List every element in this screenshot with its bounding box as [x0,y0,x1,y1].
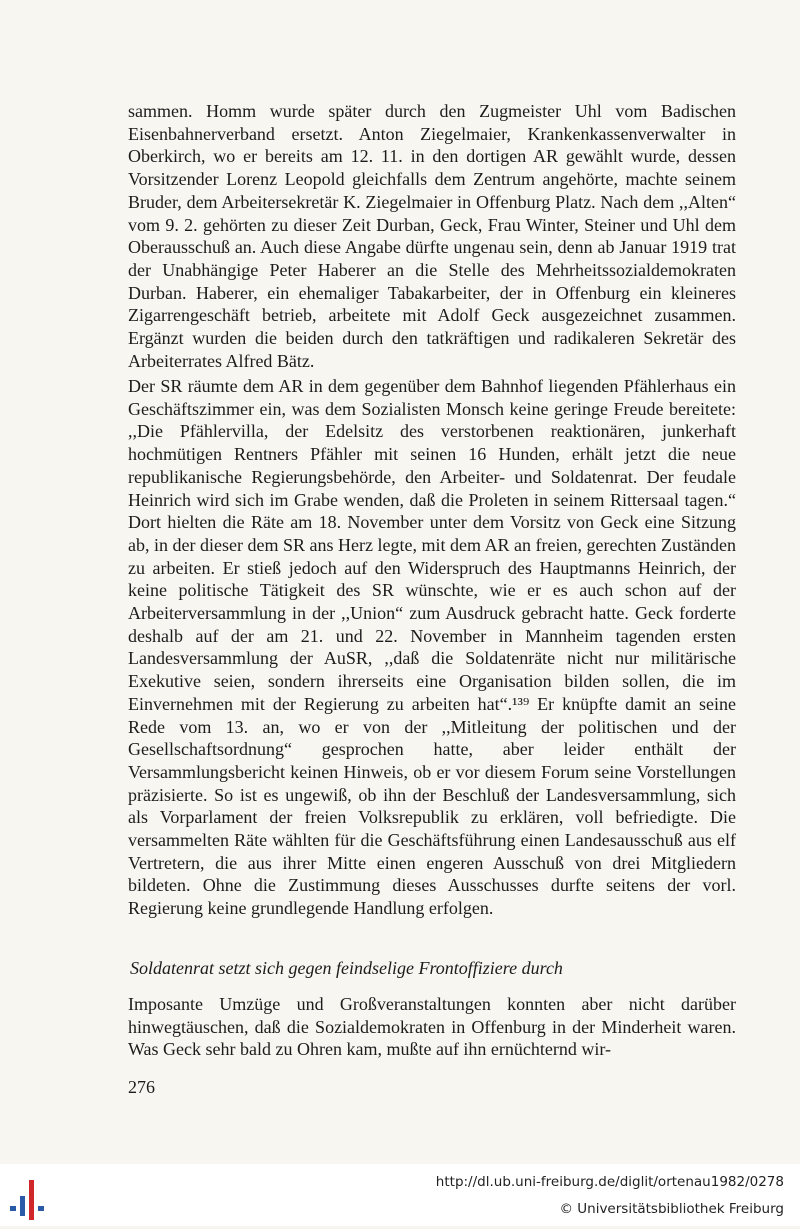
library-logo-icon [8,1176,48,1224]
section-heading: Soldatenrat setzt sich gegen feindselige Frontoffiziere durch [130,958,563,978]
body-paragraph-2: Der SR räumte dem AR in dem gegenüber dem Bahnhof liegenden Pfählerhaus ein Geschäftszimmer ein, was dem Sozialisten Monsch keine geringe Freude bereitete: ,,Die Pfählervilla, der Edelsitz des verstorbenen reaktionären, junkerhaft hochmütigen Rentners Pfähler mit seinen 16 Hunden, erhält jetzt die neue republikanische Regierungsbehörde, den Arbeiter- und Soldatenrat. Der feudale Heinrich wird sich im Grabe wenden, daß die Proleten in seinem Rittersaal tagen.“ Dort hielten die Räte am 18. November unter dem Vorsitz von Geck eine Sitzung ab, in der dieser dem SR ans Herz legte, mit dem AR an freien, gerechten Zuständen zu arbeiten. Er stieß jedoch auf den Widerspruch des Hauptmanns Heinrich, der keine politische Tätigkeit des SR wünschte, wie er es auch schon auf der Arbeiterversammlung in der ,,Union“ zum Ausdruck gebracht hatte. Geck forderte deshalb auf der am 21. und 22. November in Mannheim tagenden ersten Landesversammlung der AuSR, ,,daß die Soldatenräte nicht nur militärische Exekutive seien, sondern ihrerseits eine Organisation bilden sollen, die im Einvernehmen mit der Regierung zu arbeiten hat“.¹³⁹ Er knüpfte damit an seine Rede vom 13. an, wo er von der ,,Mitleitung der politischen und der Gesellschaftsordnung“ gesprochen hatte, aber leider enthält der Versammlungsbericht keinen Hinweis, ob er vor diesem Forum seine Vorstellungen präzisierte. So ist es ungewiß, ob ihn der Beschluß der Landesversammlung, sich als Vorparlament der freien Volksrepublik zu erklären, voll befriedigte. Die versammelten Räte wählten für die Geschäftsführung einen Landesausschuß aus elf Vertretern, die aus ihrer Mitte einen engeren Ausschuß von drei Mitgliedern bildeten. Ohne die Zustimmung dieses Ausschusses durfte seitens der vorl. Regierung keine grundlegende Handlung erfolgen. [128,376,736,919]
footer-bar [0,1164,800,1226]
page-number: 276 [128,1077,155,1097]
body-paragraph-1: sammen. Homm wurde später durch den Zugmeister Uhl vom Badischen Eisenbahnerverband ersetzt. Anton Ziegelmaier, Krankenkassenverwalter in Oberkirch, wo er bereits am 12. 11. in den dortigen AR gewählt wurde, dessen Vorsitzender Lorenz Leopold gleichfalls dem Zentrum angehörte, machte seinem Bruder, dem Arbeitersekretär K. Ziegelmaier in Offenburg Platz. Nach dem ,,Alten“ vom 9. 2. gehörten zu dieser Zeit Durban, Geck, Frau Winter, Steiner und Uhl dem Oberausschuß an. Auch diese Angabe dürfte ungenau sein, denn ab Januar 1919 trat der Unabhängige Peter Haberer an die Stelle des Mehrheitssozialdemokraten Durban. Haberer, ein ehemaliger Tabakarbeiter, der in Offenburg ein kleineres Zigarrengeschäft betrieb, arbeitete mit Adolf Geck ausgezeichnet zusammen. Ergänzt wurden die beiden durch den tatkräftigen und radikaleren Sekretär des Arbeiterrates Alfred Bätz. [128,101,736,371]
source-link[interactable]: http://dl.ub.uni-freiburg.de/diglit/ortenau1982/0278 [435,1174,784,1190]
copyright-notice: © Universitätsbibliothek Freiburg [559,1201,784,1217]
body-paragraph-3: Imposante Umzüge und Großveranstaltungen konnten aber nicht darüber hinwegtäuschen, daß die Sozialdemokraten in Offenburg in der Minderheit waren. Was Geck sehr bald zu Ohren kam, mußte auf ihn ernüchternd wir- [128,994,736,1060]
